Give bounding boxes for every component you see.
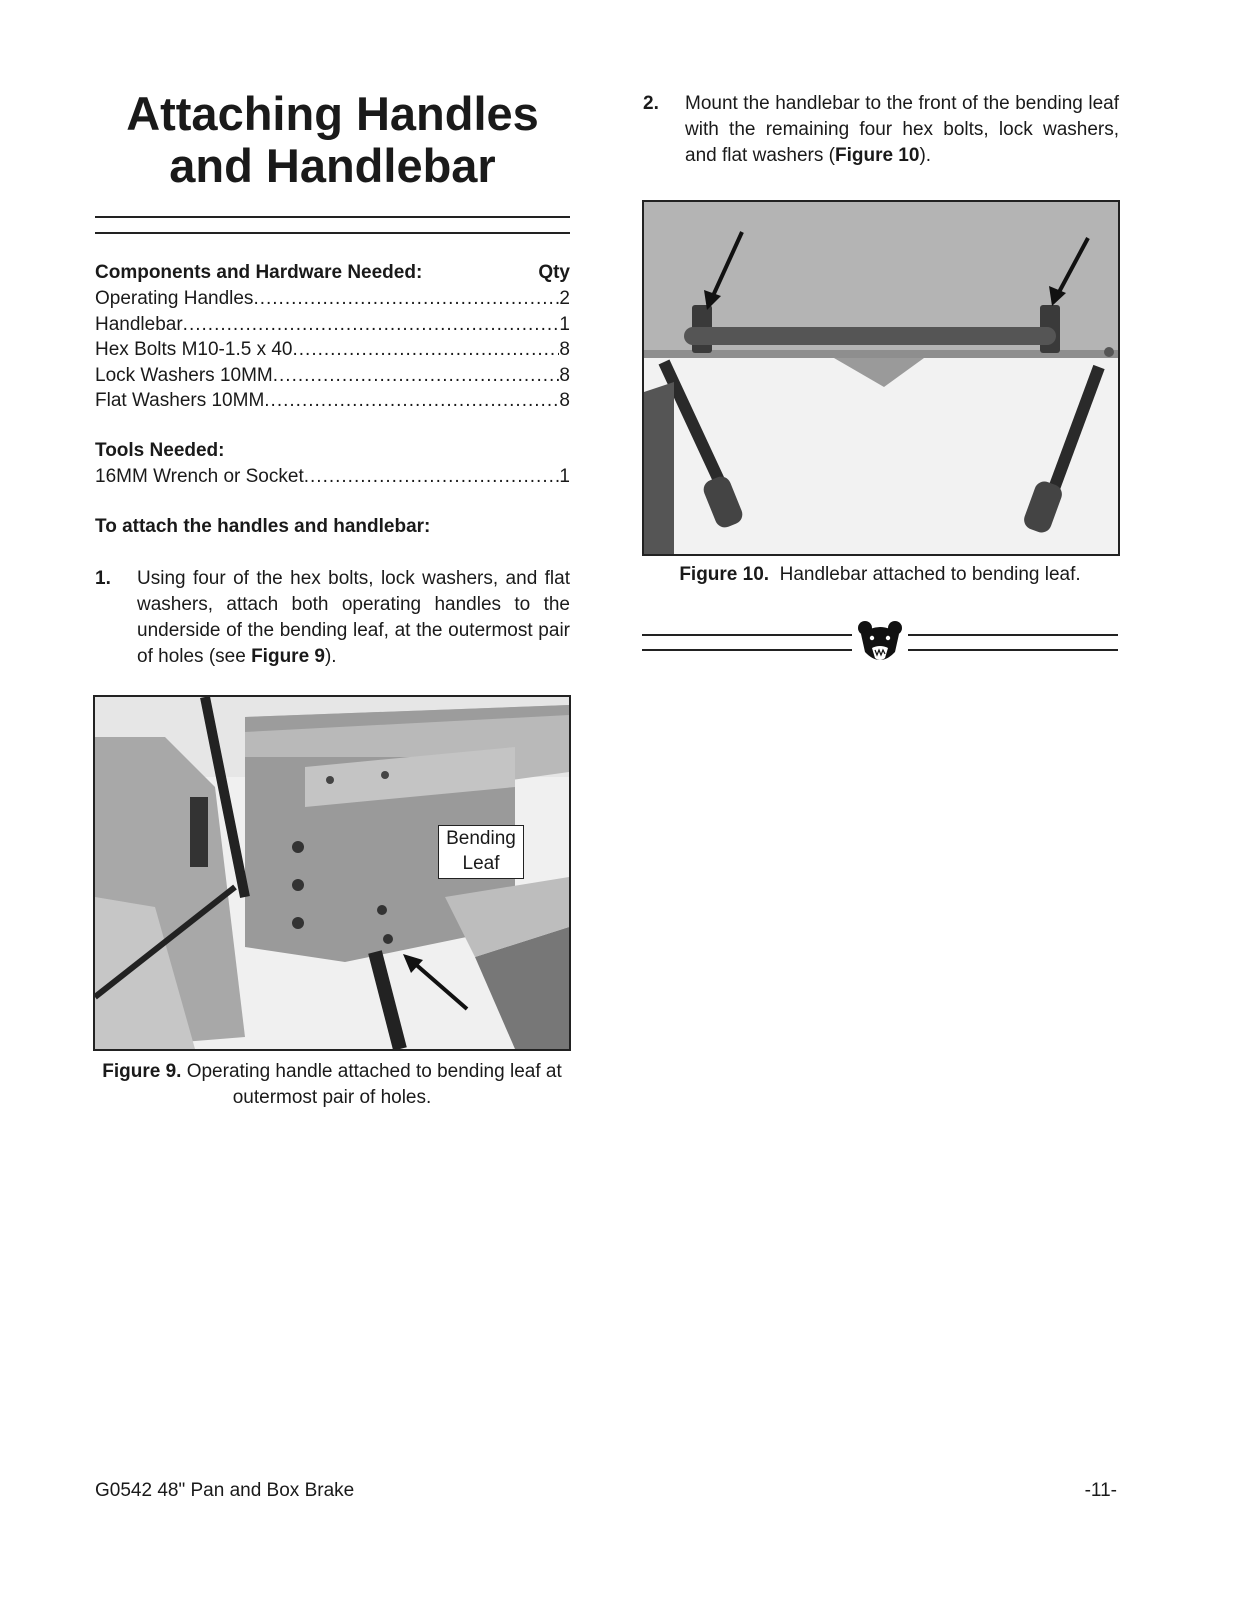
item-qty: 1 [559, 465, 570, 487]
item-name: Lock Washers 10MM [95, 364, 273, 386]
tools-heading: Tools Needed: [95, 439, 225, 461]
left-column [95, 88, 570, 670]
page-number: -11- [1084, 1480, 1117, 1501]
step-number: 2. [643, 93, 659, 114]
bear-logo-icon [855, 618, 905, 668]
list-item [95, 464, 570, 490]
step-2 [643, 91, 1119, 169]
bending-leaf-callout: Bending Leaf [438, 825, 524, 879]
figure-reference: Figure 10 [834, 145, 920, 166]
list-item [95, 363, 570, 389]
components-heading: Components and Hardware Needed: [95, 262, 423, 283]
figure-10-image [642, 200, 1120, 556]
item-name: Flat Washers 10MM [95, 390, 265, 412]
right-column [643, 88, 1119, 169]
tools-list [95, 438, 570, 490]
title-rule [95, 216, 570, 234]
step-text: Mount the handlebar to the front of the bending leaf with the remaining four hex bolts, lock washers, and flat washers (Figure 10). [685, 93, 1119, 166]
instructions-heading: To attach the handles and handlebar: [95, 515, 431, 537]
item-name: Operating Handles [95, 288, 254, 309]
list-item [95, 388, 570, 414]
qty-heading: Qty [538, 262, 570, 283]
figure-9-caption: Figure 9. Operating handle attached to bending leaf at outermost pair of holes. [102, 1061, 562, 1108]
figure-10-caption: Figure 10. Handlebar attached to bending leaf. [679, 564, 1081, 585]
item-name: 16MM Wrench or Socket [95, 465, 304, 487]
title-line-2: and Handlebar [169, 139, 496, 192]
components-list [95, 260, 570, 414]
figure-9-image [93, 695, 571, 1051]
step-number: 1. [95, 567, 111, 589]
section-end-divider [642, 628, 1118, 672]
list-item [95, 312, 570, 338]
item-qty: 2 [559, 288, 570, 309]
item-name: Hex Bolts M10-1.5 x 40 [95, 339, 293, 361]
item-qty: 8 [559, 339, 570, 361]
item-qty: 8 [559, 390, 570, 412]
list-item [95, 286, 570, 312]
title-line-1: Attaching Handles [126, 87, 539, 140]
item-qty: 8 [559, 364, 570, 386]
step-text: Using four of the hex bolts, lock washers, and flat washers, attach both operating handles to the underside of the bending leaf, at the outermost pair of holes (see Figure 9). [137, 567, 570, 667]
page-title [95, 88, 570, 192]
footer-title: G0542 48" Pan and Box Brake [95, 1480, 355, 1501]
step-1 [95, 566, 570, 670]
list-item [95, 337, 570, 363]
item-qty: 1 [559, 313, 570, 335]
item-name: Handlebar [95, 313, 183, 335]
figure-10-illustration [644, 202, 1118, 554]
figure-reference: Figure 9 [251, 645, 325, 667]
components-header [95, 260, 570, 286]
